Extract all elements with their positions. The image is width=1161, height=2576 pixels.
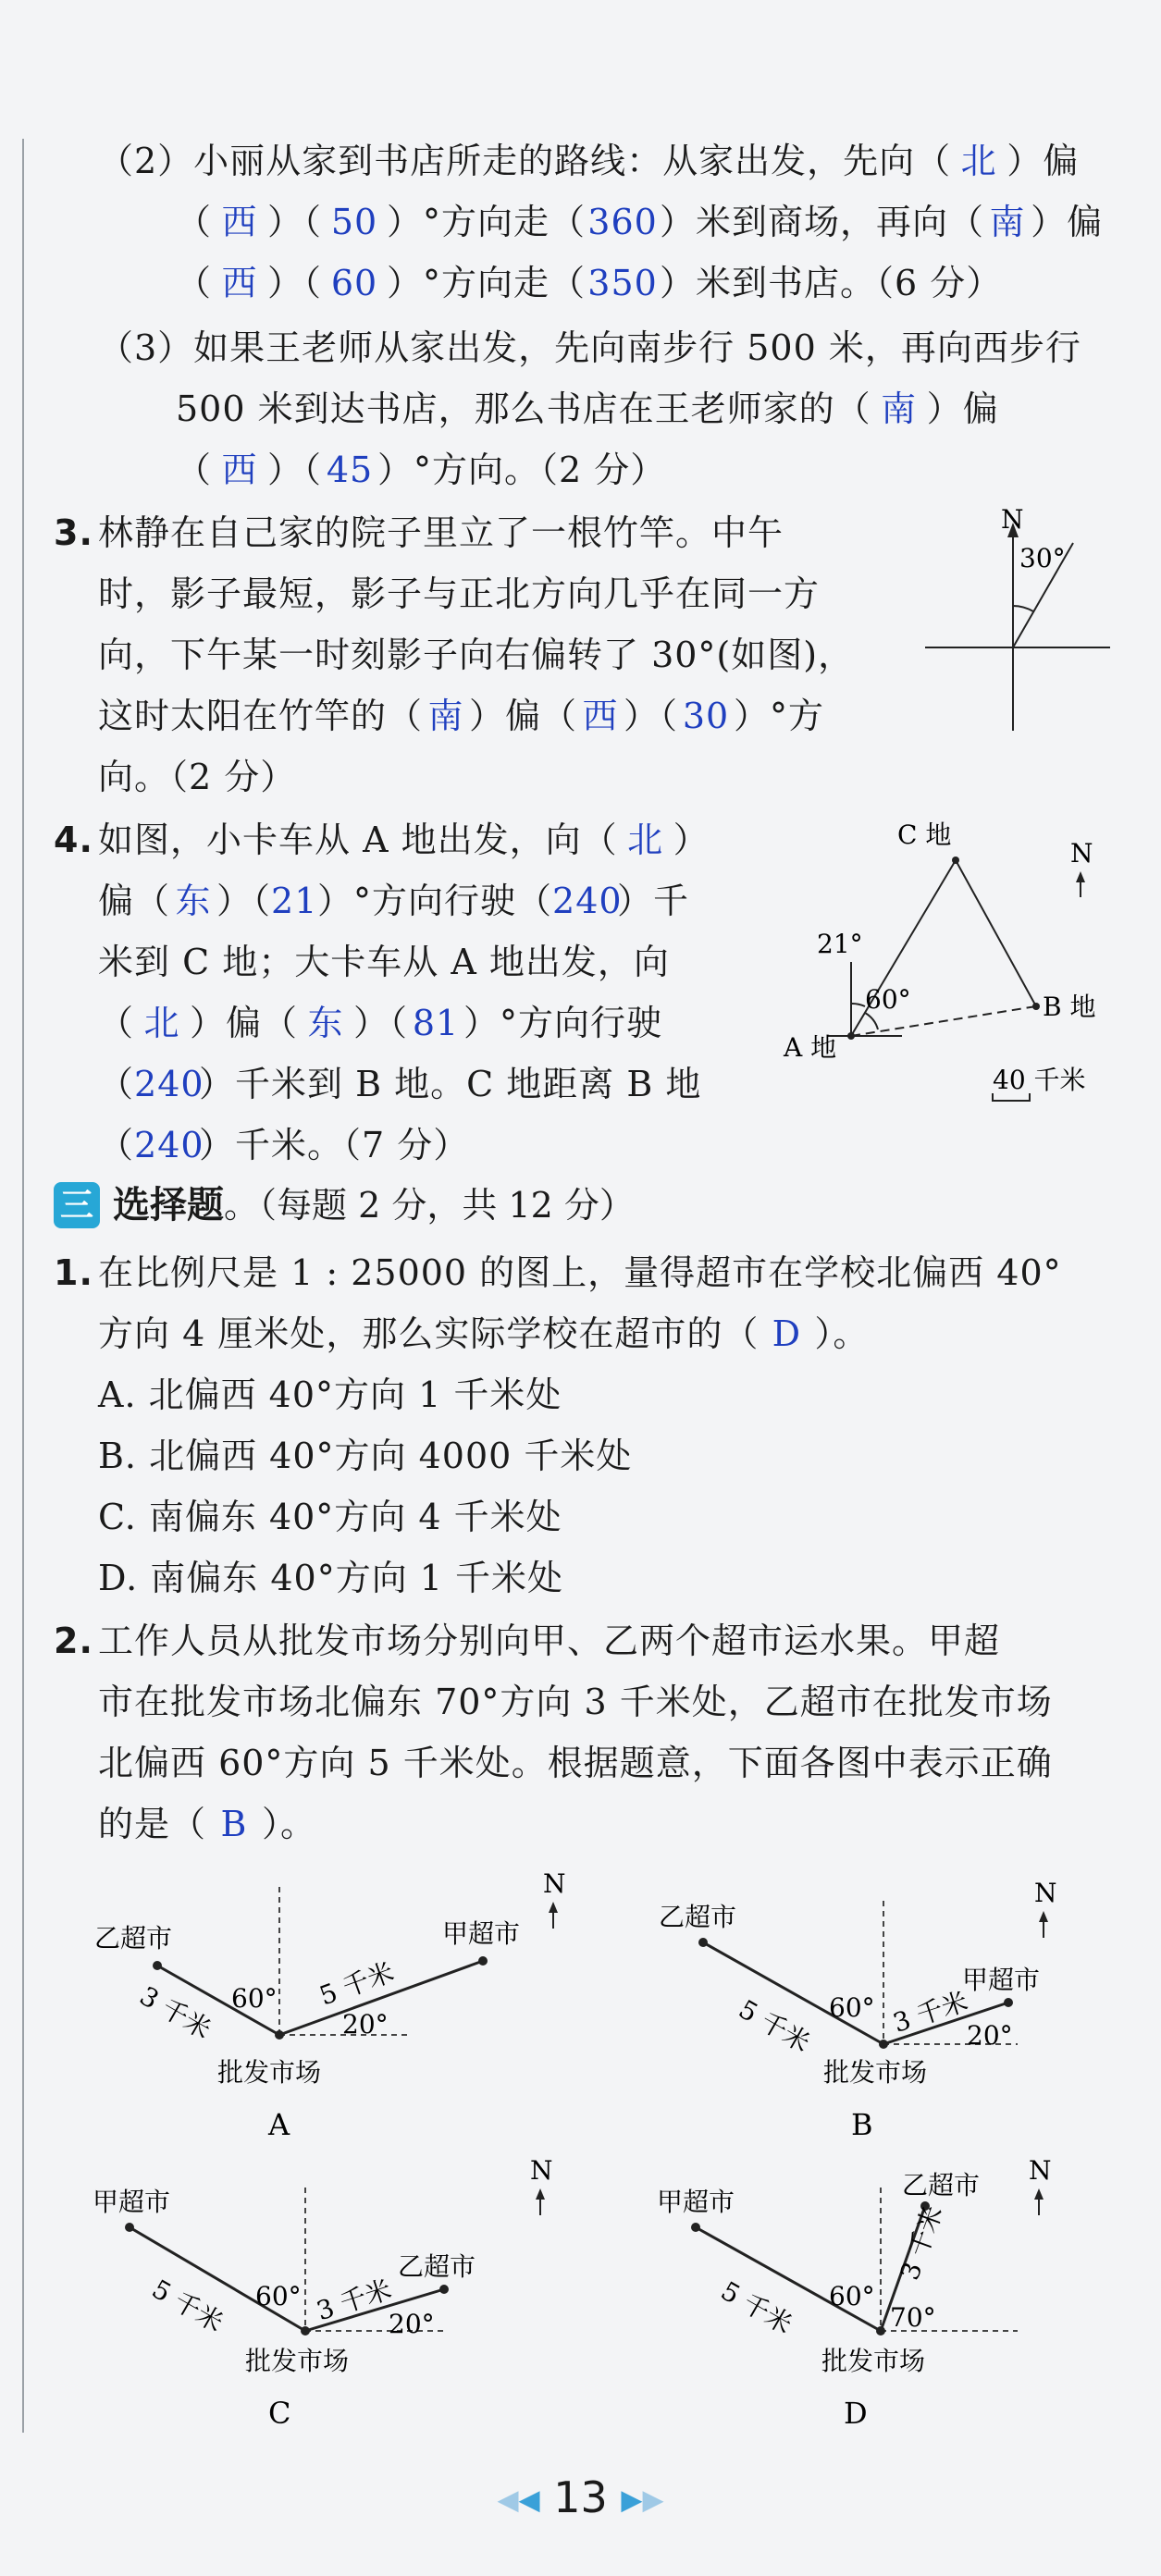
text: ）偏 xyxy=(1031,202,1104,242)
figure-label: D xyxy=(844,2396,868,2431)
base-point xyxy=(879,2040,888,2049)
text: 这时太阳在竹竿的（ xyxy=(98,696,424,736)
q4-line1 xyxy=(98,818,710,862)
answer: D xyxy=(772,1313,802,1354)
q4-figure xyxy=(772,814,1152,1110)
north-arrow-icon xyxy=(536,2188,545,2200)
text: 的是（ xyxy=(98,1804,207,1844)
north-arrow-icon xyxy=(1076,871,1085,882)
right-point xyxy=(439,2285,449,2294)
text: ）（ xyxy=(267,202,323,242)
base-label: 批发市场 xyxy=(217,2057,322,2088)
text: （ xyxy=(176,450,213,490)
answer: 60 xyxy=(330,263,378,303)
north-label: N xyxy=(530,2155,553,2186)
label-c: C 地 xyxy=(897,820,952,850)
c-to-b-line xyxy=(956,860,1036,1006)
right-distance: 3 千米 xyxy=(894,2201,949,2285)
mc2-figure-b xyxy=(648,1859,1147,2146)
q4-line5 xyxy=(98,1062,701,1106)
left-label: 甲超市 xyxy=(93,2187,171,2217)
right-label: 甲超市 xyxy=(442,1918,521,1949)
base-point xyxy=(275,2030,284,2040)
text: ）（ xyxy=(624,696,679,736)
q2-p2-line3 xyxy=(176,261,1002,305)
q3-line3: 向，下午某一时刻影子向右偏转了 30°(如图)， xyxy=(98,635,855,675)
answer: 北 xyxy=(960,141,997,181)
answer: 南 xyxy=(881,388,918,429)
answer: 360 xyxy=(587,202,658,242)
right-angle: 20° xyxy=(342,2009,389,2040)
answer: 东 xyxy=(307,1003,344,1043)
text: ）°方向走（ xyxy=(387,202,587,242)
answer: 240 xyxy=(134,1064,204,1104)
section-badge: 三 xyxy=(54,1182,100,1228)
next-light-icon: ▶ xyxy=(642,2484,664,2517)
text: ）偏 xyxy=(926,388,999,429)
north-label: N xyxy=(1029,2155,1052,2186)
text: ）°方 xyxy=(734,696,825,736)
text: 如图，小卡车从 A 地出发，向（ xyxy=(98,820,618,860)
mc1-option-b: B. 北偏西 40°方向 4000 千米处 xyxy=(98,1436,633,1476)
mc1-line2 xyxy=(98,1312,869,1356)
text: ）千米到 B 地。C 地距离 B 地 xyxy=(199,1064,702,1104)
prev-icon: ◀ xyxy=(518,2484,540,2517)
text: ）°方向走（ xyxy=(387,263,587,303)
q3-number: 3. xyxy=(54,512,93,553)
answer: 西 xyxy=(221,450,258,490)
q3-line2: 时，影子最短，影子与正北方向几乎在同一方 xyxy=(98,573,821,614)
section-note: 。（每题 2 分，共 12 分） xyxy=(224,1185,635,1226)
q4-line3: 米到 C 地；大卡车从 A 地出发，向 xyxy=(98,942,670,982)
q3-line5: 向。（2 分） xyxy=(98,757,297,797)
margin-line xyxy=(22,139,24,2433)
left-distance: 3 千米 xyxy=(134,1980,216,2046)
answer: 350 xyxy=(587,263,658,303)
text: （2）小丽从家到书店所走的路线：从家出发，先向（ xyxy=(98,141,952,181)
q2-p3-line2 xyxy=(176,387,999,431)
answer: 南 xyxy=(989,202,1026,242)
right-point xyxy=(1004,1998,1013,2007)
answer: 西 xyxy=(221,263,258,303)
right-distance: 3 千米 xyxy=(889,1985,972,2039)
q4-line4 xyxy=(98,1001,662,1045)
mc2-number: 2. xyxy=(54,1621,93,1661)
answer: 45 xyxy=(326,450,374,490)
mc1-number: 1. xyxy=(54,1252,93,1293)
angle-label-60: 60° xyxy=(865,984,911,1015)
text: ）°方向行驶（ xyxy=(317,881,553,921)
answer: 240 xyxy=(134,1125,204,1165)
left-distance: 5 千米 xyxy=(146,2273,228,2338)
right-distance: 5 千米 xyxy=(315,1956,399,2012)
text: ）偏 xyxy=(1007,141,1080,181)
right-angle: 70° xyxy=(890,2302,936,2333)
right-angle: 20° xyxy=(389,2309,435,2339)
q3-figure xyxy=(916,504,1129,735)
label-a: A 地 xyxy=(784,1032,837,1063)
right-label: 甲超市 xyxy=(962,1965,1041,1995)
next-icon: ▶ xyxy=(621,2484,643,2517)
answer: 30 xyxy=(682,696,730,736)
left-point xyxy=(691,2223,700,2232)
text: ）偏（ xyxy=(469,696,578,736)
point-b xyxy=(1032,1003,1040,1010)
q2-p3-line1: （3）如果王老师从家出发，先向南步行 500 米，再向西步行 xyxy=(98,327,1081,368)
text: ）（ xyxy=(216,881,272,921)
figure-label: B xyxy=(851,2107,873,2142)
figure-label: A xyxy=(268,2107,290,2142)
section-title xyxy=(113,1183,635,1227)
q4-line2 xyxy=(98,879,689,923)
right-label: 乙超市 xyxy=(902,2170,981,2200)
base-point xyxy=(301,2326,310,2336)
q4-line6 xyxy=(98,1123,469,1167)
answer: 81 xyxy=(412,1003,460,1043)
answer: 240 xyxy=(552,881,623,921)
answer: 南 xyxy=(427,696,464,736)
left-distance: 5 千米 xyxy=(734,1993,816,2059)
q2-p3-line3 xyxy=(176,448,666,492)
text: ） xyxy=(673,820,710,860)
q2-p2-line2 xyxy=(176,200,1103,244)
left-label: 甲超市 xyxy=(657,2187,735,2217)
q3-line1: 林静在自己家的院子里立了一根竹竿。中午 xyxy=(98,512,784,553)
north-label: N xyxy=(1001,504,1024,535)
north-label: N xyxy=(1070,838,1093,869)
mc2-figure-a xyxy=(83,1859,601,2146)
q2-p2-line1 xyxy=(98,139,1079,183)
text: ）（ xyxy=(267,263,323,303)
answer: 21 xyxy=(271,881,318,921)
north-label: N xyxy=(1034,1878,1057,1908)
scale-label: 40 千米 xyxy=(993,1065,1086,1095)
text: （ xyxy=(176,202,213,242)
q4-number: 4. xyxy=(54,820,93,860)
answer: B xyxy=(220,1804,248,1844)
text: ）。 xyxy=(814,1313,870,1354)
base-point xyxy=(876,2326,885,2336)
angle-label: 30° xyxy=(1019,543,1066,573)
mc1-option-d: D. 南偏东 40°方向 1 千米处 xyxy=(98,1558,564,1598)
text: ）千 xyxy=(617,881,690,921)
left-angle: 60° xyxy=(829,1992,875,2023)
left-label: 乙超市 xyxy=(659,1902,737,1932)
north-label: N xyxy=(543,1868,566,1899)
angle-arc-60 xyxy=(865,1013,878,1029)
point-a xyxy=(847,1032,855,1040)
mc2-figure-d xyxy=(648,2146,1147,2433)
north-arrow-icon xyxy=(1039,1911,1048,1922)
angle-label-21: 21° xyxy=(817,929,863,959)
text: ）°方向行驶 xyxy=(463,1003,663,1043)
text: 偏（ xyxy=(98,881,171,921)
prev-light-icon: ◀ xyxy=(497,2484,519,2517)
mc2-figure-c xyxy=(83,2146,601,2433)
text: （ xyxy=(98,1064,135,1104)
right-angle: 20° xyxy=(967,2020,1013,2051)
left-point xyxy=(125,2223,134,2232)
point-c xyxy=(952,857,959,864)
right-label: 乙超市 xyxy=(398,2251,476,2282)
north-arrow-icon xyxy=(1034,2188,1044,2200)
text: ）°方向。（2 分） xyxy=(377,450,667,490)
right-distance: 3 千米 xyxy=(313,2274,396,2327)
text: （ xyxy=(98,1125,135,1165)
answer: 西 xyxy=(582,696,619,736)
right-point xyxy=(478,1956,488,1966)
text: （ xyxy=(176,263,213,303)
north-arrow-icon xyxy=(549,1902,558,1913)
section-title-text: 选择题 xyxy=(113,1184,224,1226)
text: （ xyxy=(98,1003,135,1043)
text: ）千米。（7 分） xyxy=(199,1125,470,1165)
text: ）。 xyxy=(262,1804,317,1844)
figure-label: C xyxy=(268,2396,291,2431)
left-point xyxy=(698,1938,708,1947)
left-angle: 60° xyxy=(231,1983,278,2014)
base-label: 批发市场 xyxy=(821,2346,926,2376)
label-b: B 地 xyxy=(1043,992,1096,1022)
left-angle: 60° xyxy=(829,2281,875,2311)
text: ）（ xyxy=(267,450,323,490)
answer: 北 xyxy=(143,1003,180,1043)
base-label: 批发市场 xyxy=(245,2346,350,2376)
mc2-line2: 市在批发市场北偏东 70°方向 3 千米处，乙超市在批发市场 xyxy=(98,1682,1053,1722)
left-label: 乙超市 xyxy=(94,1923,173,1954)
mc2-line1: 工作人员从批发市场分别向甲、乙两个超市运水果。甲超 xyxy=(98,1621,1001,1661)
angle-arc xyxy=(1013,606,1033,611)
answer: 东 xyxy=(175,881,212,921)
left-distance: 5 千米 xyxy=(715,2274,797,2340)
text: ）偏（ xyxy=(190,1003,299,1043)
text: ）（ xyxy=(353,1003,409,1043)
q3-line4 xyxy=(98,694,824,738)
answer: 北 xyxy=(627,820,664,860)
angle-arc-21 xyxy=(851,1004,865,1006)
text: ）米到书店。（6 分） xyxy=(660,263,1003,303)
mc1-option-a: A. 北偏西 40°方向 1 千米处 xyxy=(98,1374,562,1415)
left-angle: 60° xyxy=(255,2281,302,2311)
text: ）米到商场，再向（ xyxy=(660,202,985,242)
mc1-option-c: C. 南偏东 40°方向 4 千米处 xyxy=(98,1497,562,1537)
answer: 西 xyxy=(221,202,258,242)
text: 500 米到达书店，那么书店在王老师家的（ xyxy=(176,388,871,429)
base-label: 批发市场 xyxy=(823,2057,928,2088)
left-point xyxy=(153,1961,162,1970)
mc1-line1: 在比例尺是 1 : 25000 的图上，量得超市在学校北偏西 40° xyxy=(98,1252,1062,1293)
mc2-line3: 北偏西 60°方向 5 千米处。根据题意，下面各图中表示正确 xyxy=(98,1743,1053,1783)
answer: 50 xyxy=(330,202,378,242)
page-number: 13 xyxy=(553,2472,608,2522)
text: 方向 4 厘米处，那么实际学校在超市的（ xyxy=(98,1313,760,1354)
page-footer xyxy=(0,2470,1161,2529)
mc2-line4 xyxy=(98,1802,316,1846)
